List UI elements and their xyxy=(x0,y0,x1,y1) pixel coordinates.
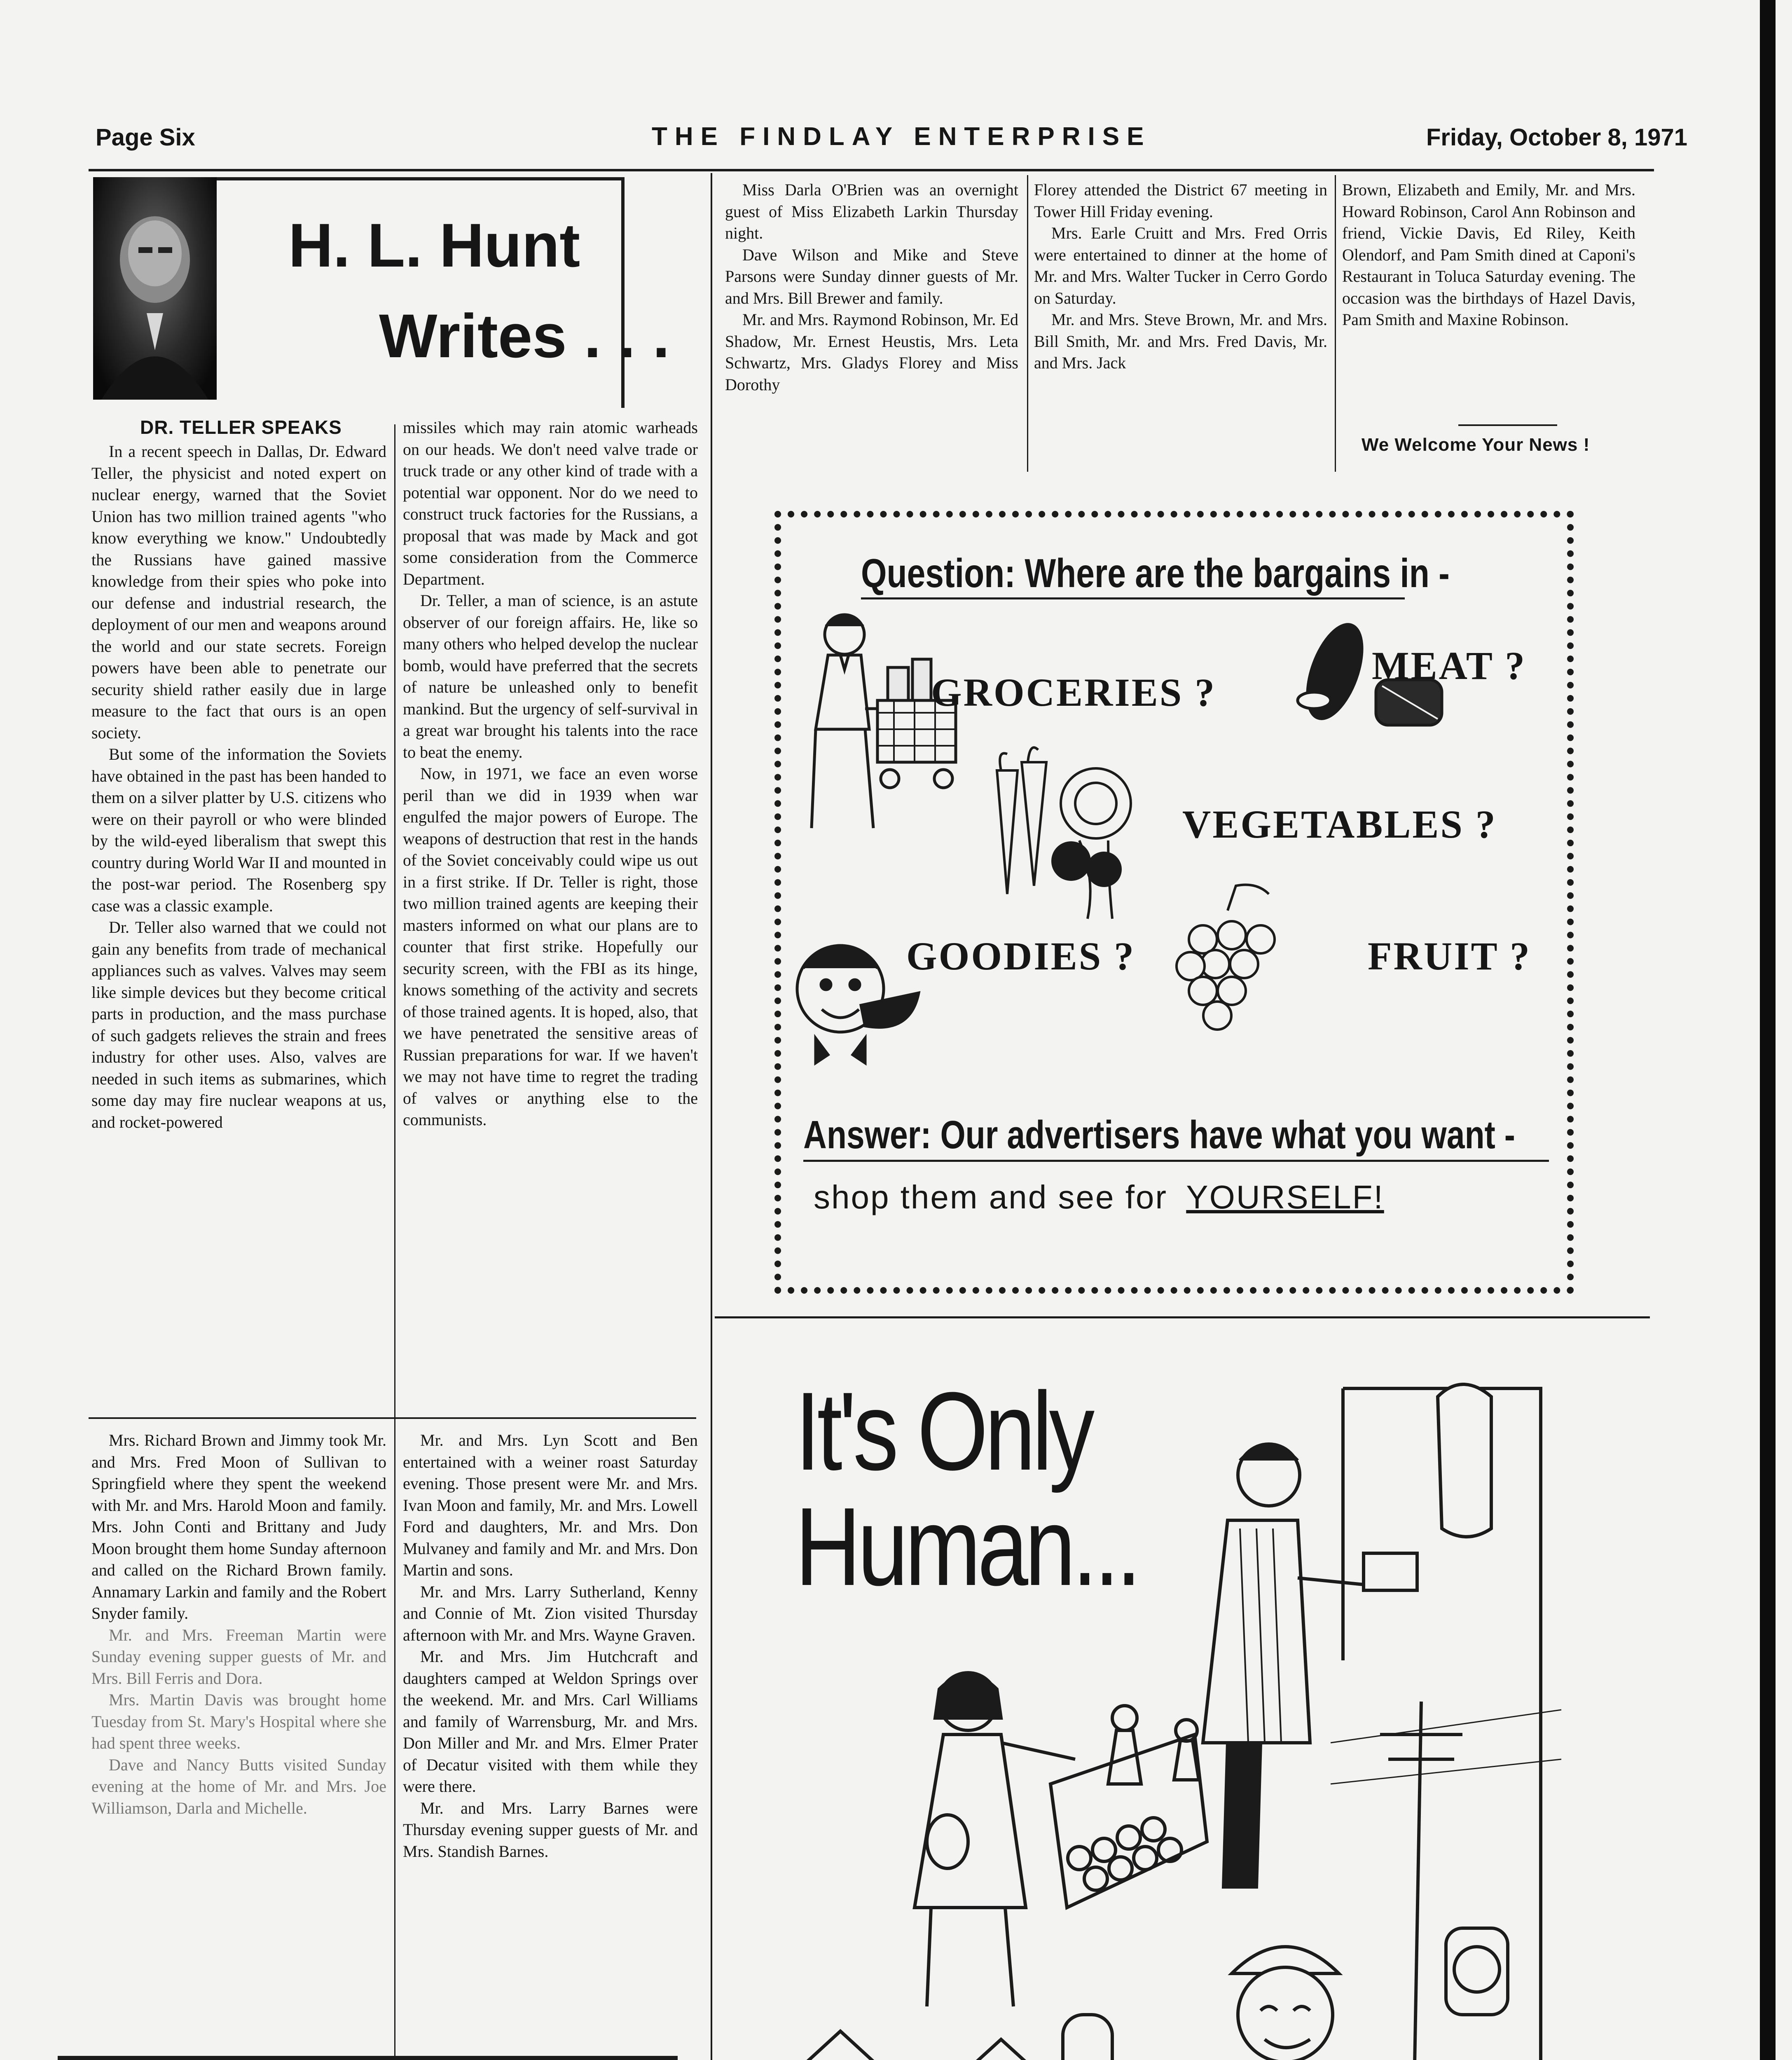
news-item: Mr. and Mrs. Jim Hutchcraft and daughters camped at Weldon Springs over the weekend. Mr. and Mrs. Carl Williams and family of Warrensburg, Mr. and Mrs. Don Miller and Mr. and Mrs. Elmer Prater of Decatur visited with them while they were there. xyxy=(403,1647,698,1795)
column-title-line2: Writes . . . xyxy=(379,301,670,370)
welcome-news-note: We Welcome Your News ! xyxy=(1362,435,1590,455)
fruit-label: FRUIT ? xyxy=(1368,934,1531,978)
news-top-column-1 xyxy=(725,179,1018,468)
portrait-icon xyxy=(93,177,217,400)
ad-answer: Answer: Our advertisers have what you want - xyxy=(803,1113,1515,1157)
news-item: Mr. and Mrs. Raymond Robinson, Mr. Ed Shadow, Mr. Ernest Heustis, Mrs. Leta Schwartz, Mrs. Gladys Florey and Miss Dorothy xyxy=(725,310,1018,394)
news-item: Brown, Elizabeth and Emily, Mr. and Mrs. Howard Robinson, Carol Ann Robinson and friend, Vickie Davis, Ed Riley, Keith Olendorf, and Pam Smith dined at Caponi's Restaurant in Toluca Saturday evening. The occasion was the birthdays of Hazel Davis, Pam Smith and Maxine Robinson. xyxy=(1342,180,1635,329)
news-item: Mr. and Mrs. Larry Sutherland, Kenny and Connie of Mt. Zion visited Thursday afternoon with Mr. and Mrs. Wayne Graven. xyxy=(403,1582,698,1644)
paragraph: But some of the information the Soviets have obtained in the past has been handed to them on a silver platter by U.S. citizens who were on their payroll or who were blinded by the wild-eyed liberalism that swept this country during World War II and mounted in the post-war period. The Rosenberg spy case was a classic example. xyxy=(91,745,386,915)
news-item: Mr. and Mrs. Larry Barnes were Thursday evening supper guests of Mr. and Mrs. Standish Barnes. xyxy=(403,1798,698,1861)
hunt-column-2 xyxy=(403,417,698,1413)
column-divider-news xyxy=(394,1430,395,2060)
masthead-rule xyxy=(89,169,1654,171)
author-photo xyxy=(93,177,217,400)
news-item: Mrs. Earle Cruitt and Mrs. Fred Orris were entertained to dinner at the home of Mr. and Mrs. Walter Tucker in Cerro Gordo on Saturday. xyxy=(1034,224,1327,307)
news-item: Dave and Nancy Butts visited Sunday evening at the home of Mr. and Mrs. Joe Williamson, Darla and Michelle. xyxy=(91,1755,386,1817)
paragraph: Now, in 1971, we face an even worse peril than we did in 1939 when war engulfed the major powers of Europe. The weapons of destruction that rest in the hands of the Soviet conceivably could wipe us out in a first strike. If Dr. Teller is right, those two million trained agents are keeping their masters informed on what our plans are to counter that first strike. Hopefully our security screen, with the FBI as its hinge, knows something of the activity and secrets of those trained agents. It is hoped, also, that we have penetrated the sensitive areas of Russian preparations for war. If we haven't we may not have time to regret the trading of valves or anything else to the communists. xyxy=(403,764,698,1129)
ad-question: Question: Where are the bargains in - xyxy=(861,550,1450,596)
scan-edge xyxy=(1760,0,1776,2060)
vegetables-label: VEGETABLES ? xyxy=(1182,802,1497,846)
column-title-line1: H. L. Hunt xyxy=(288,211,580,280)
tagline-emphasis: YOURSELF! xyxy=(1186,1179,1384,1215)
paragraph: Dr. Teller, a man of science, is an astute observer of our foreign affairs. He, like so many others who helped develop the nuclear bomb, would have preferred that the secrets of nature be unleashed only to benefit mankind. But the urgency of self-survival in a great war brought his talents into the race to beat the enemy. xyxy=(403,591,698,761)
meat-label: MEAT ? xyxy=(1372,644,1527,688)
news-item: Dave Wilson and Mike and Steve Parsons were Sunday dinner guests of Mr. and Mrs. Bill Brewer and family. xyxy=(725,245,1018,307)
answer-underline xyxy=(803,1160,1549,1162)
column-divider-main xyxy=(711,173,712,2060)
news-top-column-3 xyxy=(1342,179,1635,410)
news-column-2 xyxy=(403,1430,698,2048)
goodies-label: GOODIES ? xyxy=(906,934,1136,978)
human-headline-2: Human... xyxy=(795,1485,1138,1609)
column-divider-top1 xyxy=(1027,175,1028,472)
community-illustration xyxy=(737,1369,1578,2060)
news-item: Mr. and Mrs. Steve Brown, Mr. and Mrs. Bill Smith, Mr. and Mrs. Fred Davis, Mr. and Mrs. Jack xyxy=(1034,310,1327,372)
ad-tagline xyxy=(814,1178,1384,1216)
news-item: Mrs. Martin Davis was brought home Tuesday from St. Mary's Hospital where she had spent three weeks. xyxy=(91,1690,386,1752)
hunt-column-1 xyxy=(91,441,386,1413)
column-divider-top2 xyxy=(1335,175,1336,472)
news-item: Florey attended the District 67 meeting in Tower Hill Friday evening. xyxy=(1034,180,1327,221)
article-subhead: DR. TELLER SPEAKS xyxy=(140,417,342,438)
ad-rule xyxy=(715,1316,1650,1318)
news-item: Mrs. Richard Brown and Jimmy took Mr. and Mrs. Fred Moon of Sullivan to Springfield where they spent the weekend with Mr. and Mrs. Harold Moon and family. Mrs. John Conti and Brittany and Judy Moon brought them home Sunday afternoon and called on the Richard Brown family. Annamary Larkin and family and the Robert Snyder family. xyxy=(91,1431,386,1622)
paragraph: missiles which may rain atomic warheads on our heads. We don't need valve trade or truck trade or any other kind of trade with a potential war opponent. Nor do we need to construct truck factories for the Russians, a proposal that was made by Mack and got some consideration from the Commerce Department. xyxy=(403,418,698,588)
news-item: Mr. and Mrs. Freeman Martin were Sunday evening supper guests of Mr. and Mrs. Bill Ferris and Dora. xyxy=(91,1625,386,1688)
groceries-label: GROCERIES ? xyxy=(931,670,1217,714)
news-column-1 xyxy=(91,1430,386,2048)
page-number: Page Six xyxy=(96,124,195,151)
news-item: Miss Darla O'Brien was an overnight guest of Miss Elizabeth Larkin Thursday night. xyxy=(725,180,1018,242)
insurance-ad xyxy=(58,2056,678,2060)
paragraph: In a recent speech in Dallas, Dr. Edward Teller, the physicist and noted expert on nuclear energy, warned that the Soviet Union has two million trained agents "who know everything we know." Undoubtedly the Russians have gained massive knowledge from their spies who poke into our defense and industrial research, the deployment of our men and weapons around the world and our state secrets. Foreign powers have been able to penetrate our security shield rather easily due in large measure to the fact that ours is an open society. xyxy=(91,442,386,742)
issue-date: Friday, October 8, 1971 xyxy=(1426,124,1687,151)
section-rule xyxy=(89,1417,696,1419)
tagline-text: shop them and see for xyxy=(814,1179,1168,1215)
news-item: Mr. and Mrs. Lyn Scott and Ben entertained with a weiner roast Saturday evening. Those present were Mr. and Mrs. Ivan Moon and family, Mr. and Mrs. Lowell Ford and daughters, Mr. and Mrs. Don Mulvaney and family and Mr. and Mrs. Don Martin and sons. xyxy=(403,1431,698,1579)
short-rule xyxy=(1458,424,1557,426)
column-divider-hunt xyxy=(394,424,395,1430)
newspaper-title: THE FINDLAY ENTERPRISE xyxy=(652,122,1151,151)
paragraph: Dr. Teller also warned that we could not gain any benefits from trade of mechanical appliances such as valves. Valves may seem like simple devices but they become critical parts in production, and the mass purchase of such gadgets relieves the strain and frees industry for other uses. Also, valves are needed in such items as submarines, which some day may fire nuclear weapons at us, and rocket-powered xyxy=(91,918,386,1131)
news-top-column-2 xyxy=(1034,179,1327,468)
human-headline-1: It's Only xyxy=(795,1369,1091,1494)
